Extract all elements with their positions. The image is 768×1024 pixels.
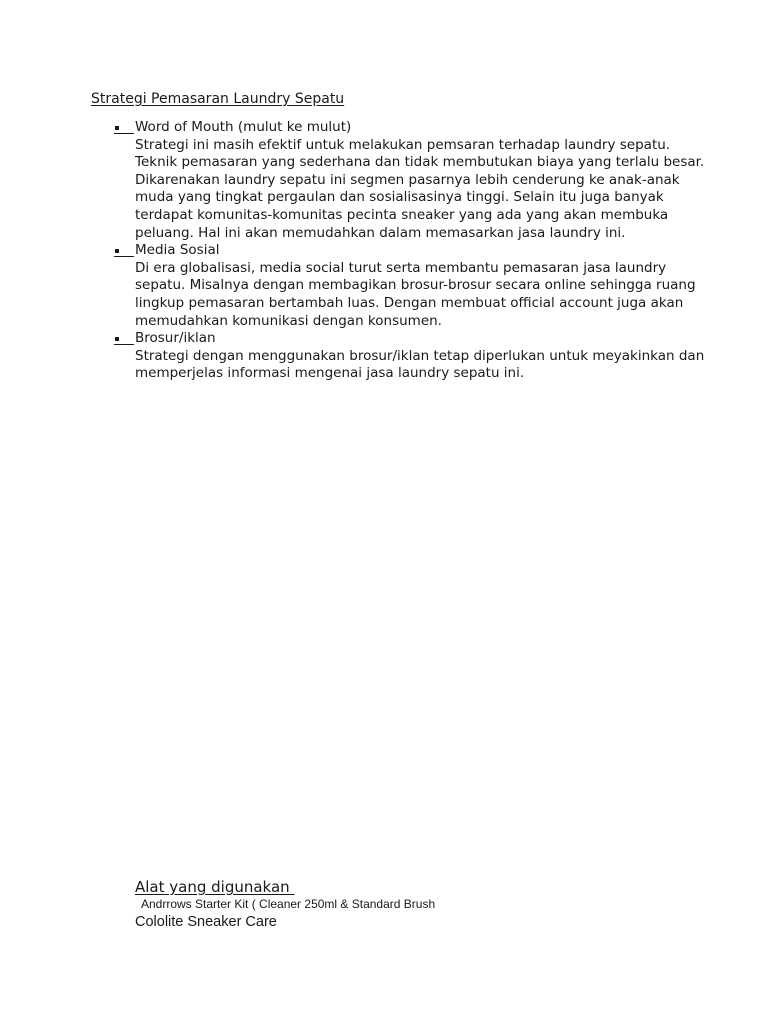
strategy-item-word-of-mouth (112, 119, 712, 242)
strategy-list (112, 119, 712, 383)
strategy-item-brosur-iklan (112, 330, 712, 383)
strategy-heading: Word of Mouth (mulut ke mulut) (135, 119, 352, 135)
strategy-heading: Media Sosial (135, 242, 220, 259)
strategy-heading: Brosur/iklan (135, 330, 216, 347)
strategy-description: Di era globalisasi, media social turut serta membantu pemasaran jasa laundry sepatu. Misalnya dengan membagikan brosur-brosur secara online sehingga ruang lingkup pemasaran bertambah luas. Dengan membuat official account juga akan memudahkan komunikasi dengan konsumen. (135, 259, 696, 329)
strategy-description: Strategi dengan menggunakan brosur/iklan tetap diperlukan untuk meyakinkan dan memperjelas informasi mengenai jasa laundry sepatu ini. (135, 347, 705, 382)
page-title: Strategi Pemasaran Laundry Sepatu (91, 91, 345, 107)
bullet-icon (112, 119, 134, 137)
strategy-item-media-sosial (112, 242, 712, 330)
tools-section (135, 878, 435, 931)
bullet-icon (112, 242, 134, 260)
tool-item: Cololite Sneaker Care (135, 914, 277, 930)
strategy-description: Strategi ini masih efektif untuk melakukan pemsaran terhadap laundry sepatu. Teknik pemasaran yang sederhana dan tidak membutukan biaya yang terlalu besar. Dikarenakan laundry sepatu ini segmen pasarnya lebih cenderung ke anak-anak muda yang tingkat pergaulan dan sosialisasinya tinggi. Selain itu juga banyak terdapat komunitas-komunitas pecinta sneaker yang ada yang akan membuka peluang. Hal ini akan memudahkan dalam memasarkan jasa laundry ini. (135, 136, 705, 241)
bullet-icon (112, 330, 134, 348)
tool-item: Andrrows Starter Kit ( Cleaner 250ml & Standard Brush (141, 897, 436, 911)
tools-heading: Alat yang digunakan (135, 878, 295, 896)
